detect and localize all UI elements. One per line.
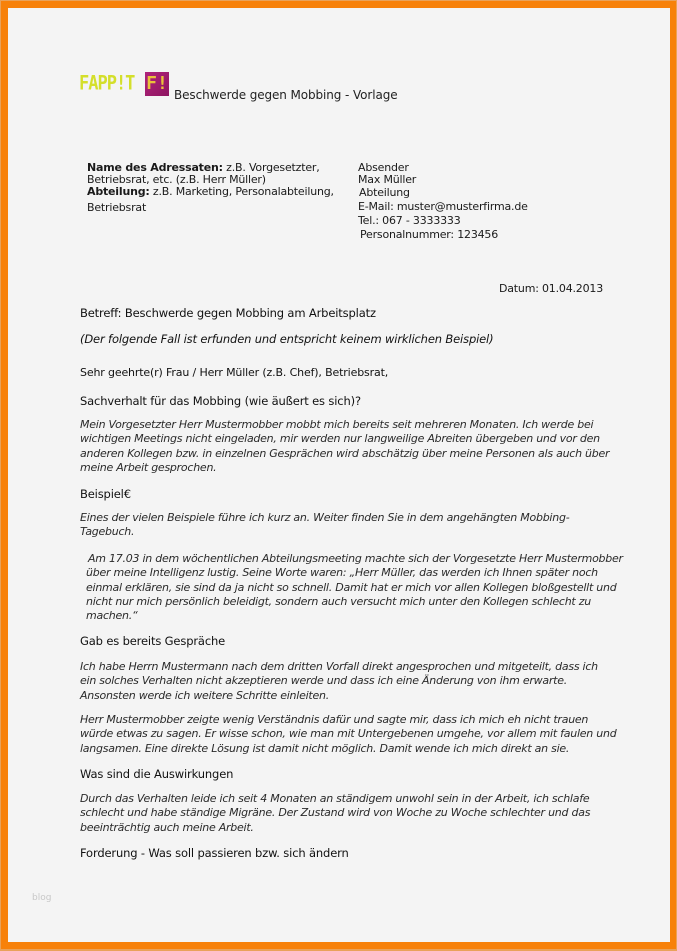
section-paragraph [86, 552, 623, 623]
recipient-line4: Betriebsrat [87, 201, 147, 214]
text-line: wichtigen Meetings nicht eingeladen, mir werden nur langweilige Abreiten übergeben und vor den [80, 432, 600, 446]
section-heading-facts: Sachverhalt für das Mobbing (wie äußert es sich)? [80, 394, 361, 408]
recipient-name-label: Name des Adressaten: [87, 161, 223, 174]
section-paragraph [80, 792, 600, 835]
text-line: Herr Mustermobber zeigte wenig Verständnis dafür und sagte mir, dass ich mich eh nicht trauen [80, 713, 589, 726]
fappit-logo: FAPP!T [79, 72, 135, 95]
letter-disclaimer: (Der folgende Fall ist erfunden und entspricht keinem wirklichen Beispiel) [80, 332, 494, 346]
letter-date: Datum: 01.04.2013 [499, 282, 603, 295]
text-line: ein solches Verhalten nicht akzeptieren werde und dass ich eine Änderung von ihm erwarte. [80, 674, 567, 688]
text-line: Ansonsten werde ich weitere Schritte einleiten. [80, 688, 329, 702]
recipient-line2: Betriebsrat, etc. (z.B. Herr Müller) [87, 173, 266, 186]
recipient-department [87, 185, 334, 198]
sender-label: Absender [358, 161, 409, 174]
text-line: meine Arbeit gesprochen. [80, 460, 217, 474]
section-heading-demand: Forderung - Was soll passieren bzw. sich ändern [80, 846, 349, 860]
recipient-name-value: z.B. Vorgesetzter, [222, 161, 320, 174]
sender-phone: Tel.: 067 - 3333333 [358, 214, 461, 227]
recipient-dept-label: Abteilung: [87, 185, 150, 198]
letter-salutation: Sehr geehrte(r) Frau / Herr Müller (z.B. Chef), Betriebsrat, [80, 366, 389, 379]
section-paragraph [80, 713, 617, 756]
section-heading-example: Beispiel€ [80, 487, 131, 501]
text-line: langsamen. Eine direkte Lösung ist damit nicht möglich. Damit wende ich mich direkt an sie. [80, 741, 570, 755]
text-line: Eines der vielen Beispiele führe ich kurz an. Weiter finden Sie in dem angehängten Mobbing- [80, 511, 570, 524]
text-line: Tagebuch. [80, 525, 135, 539]
text-line: beeinträchtig auch meine Arbeit. [80, 820, 254, 834]
section-heading-effects: Was sind die Auswirkungen [80, 767, 234, 781]
blog-watermark: blog [32, 893, 52, 903]
sender-email: E-Mail: muster@musterfirma.de [358, 200, 528, 213]
section-heading-talks: Gab es bereits Gespräche [80, 634, 226, 648]
text-line: nicht nur mich persönlich beleidigt, sondern auch versucht mich unter den Kollegen schlecht zu [86, 594, 591, 608]
text-line: schlecht und habe ständige Migräne. Der Zustand wird von Woche zu Woche schlechter und das [80, 806, 591, 820]
text-line: anderen Kollegen bzw. in einzelnen Gesprächen wird abschätzig über meine Personen als auch über [80, 446, 610, 460]
document-title: Beschwerde gegen Mobbing - Vorlage [174, 88, 398, 102]
text-line: Durch das Verhalten leide ich seit 4 Monaten an ständigem unwohl sein in der Arbeit, ich schlafe [80, 792, 590, 805]
text-line: Mein Vorgesetzter Herr Mustermobber mobbt mich bereits seit mehreren Monaten. Ich werde bei [80, 418, 594, 431]
section-paragraph [80, 511, 600, 540]
sender-personnel-number: Personalnummer: 123456 [360, 228, 499, 241]
text-line: einmal erklären, sie sind da ja nicht so schnell. Damit hat er mich vor allen Kollegen bloßgestellt und [86, 580, 617, 594]
text-line: Am 17.03 in dem wöchentlichen Abteilungsmeeting machte sich der Vorgesetzte Herr Mustermobber [88, 552, 623, 565]
text-line: Ich habe Herrn Mustermann nach dem dritten Vorfall direkt angesprochen und mitgeteilt, dass ich [80, 660, 598, 673]
section-paragraph [80, 660, 600, 703]
recipient-dept-value: z.B. Marketing, Personalabteilung, [149, 185, 334, 198]
text-line: würde etwas zu sagen. Er wisse schon, wie man mit Untergebenen umgehe, vor allem mit faulen und [80, 727, 617, 741]
text-line: über meine Intelligenz lustig. Seine Worte waren: „Herr Müller, das werden ich Ihnen später noch [86, 566, 598, 580]
sender-name: Max Müller [358, 173, 417, 186]
letter-subject: Betreff: Beschwerde gegen Mobbing am Arbeitsplatz [80, 306, 376, 320]
sender-department: Abteilung [359, 186, 410, 199]
fappit-badge-icon: F! [146, 73, 168, 94]
section-paragraph [80, 418, 610, 475]
text-line: machen.“ [86, 609, 138, 623]
